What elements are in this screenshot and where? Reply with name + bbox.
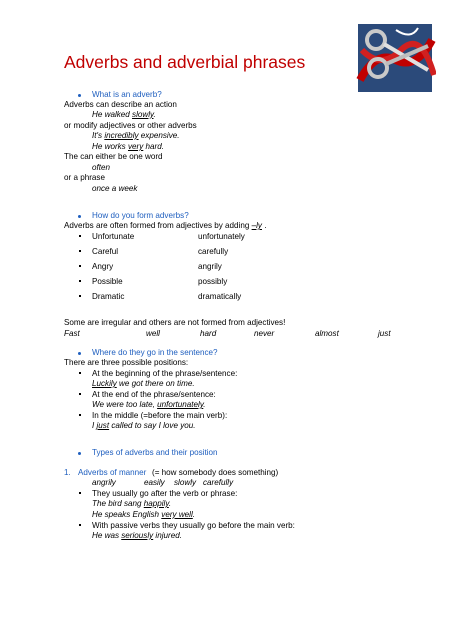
bullet-icon xyxy=(78,352,81,355)
word-almost: almost xyxy=(315,329,339,338)
example-word: easily xyxy=(144,478,165,487)
adjective: Angry xyxy=(92,262,114,271)
word-well: well xyxy=(146,329,160,338)
bullet-icon xyxy=(78,215,81,218)
word-just: just xyxy=(378,329,391,338)
numbered-item-title: Adverbs of manner xyxy=(78,468,147,477)
bullet-icon xyxy=(79,280,81,282)
text-line: Adverbs are often formed from adjectives by adding –ly . xyxy=(64,221,267,230)
numbered-item-number: 1. xyxy=(64,468,71,477)
word-fast: Fast xyxy=(64,329,80,338)
adjective: Possible xyxy=(92,277,123,286)
numbered-item-desc: (= how somebody does something) xyxy=(152,468,279,477)
bullet-icon xyxy=(79,524,81,526)
bullet-icon xyxy=(79,265,81,267)
adverb: carefully xyxy=(198,247,229,256)
example-word: slowly xyxy=(174,478,197,487)
adjective: Careful xyxy=(92,247,119,256)
text-line: They usually go after the verb or phrase: xyxy=(92,489,238,498)
bullet-icon xyxy=(79,414,81,416)
example-line: often xyxy=(92,163,111,172)
text-line: With passive verbs they usually go before the main verb: xyxy=(92,521,295,530)
text-line: Some are irregular and others are not formed from adjectives! xyxy=(64,318,286,327)
bullet-icon xyxy=(79,235,81,237)
adverb: dramatically xyxy=(198,292,242,301)
bullet-icon xyxy=(79,372,81,374)
example-line: I just called to say I love you. xyxy=(92,421,196,430)
bullet-icon xyxy=(78,94,81,97)
example-word: angrily xyxy=(92,478,116,487)
example-line: The bird sang happily. xyxy=(92,499,172,508)
text-line: At the beginning of the phrase/sentence: xyxy=(92,369,238,378)
text-line: In the middle (=before the main verb): xyxy=(92,411,228,420)
section-heading: How do you form adverbs? xyxy=(92,211,189,220)
section-heading: Types of adverbs and their position xyxy=(92,448,218,457)
bullet-icon xyxy=(79,250,81,252)
example-line: He speaks English very well. xyxy=(92,510,196,519)
bullet-icon xyxy=(79,393,81,395)
scissors-ribbon-logo xyxy=(356,20,436,96)
section-heading: Where do they go in the sentence? xyxy=(92,348,218,357)
text-line: There are three possible positions: xyxy=(64,358,189,367)
example-line: It's incredibly expensive. xyxy=(92,131,180,140)
adjective: Dramatic xyxy=(92,292,125,301)
adverb: angrily xyxy=(198,262,222,271)
text-line: Adverbs can describe an action xyxy=(64,100,177,109)
example-line: We were too late, unfortunately. xyxy=(92,400,206,409)
example-line: He was seriously injured. xyxy=(92,531,182,540)
example-line: once a week xyxy=(92,184,138,193)
example-line: He walked slowly. xyxy=(92,110,156,119)
section-heading: What is an adverb? xyxy=(92,90,162,99)
text-line: or a phrase xyxy=(64,173,105,182)
example-word: carefully xyxy=(203,478,234,487)
example-line: Luckily we got there on time. xyxy=(92,379,195,388)
text-line: or modify adjectives or other adverbs xyxy=(64,121,197,130)
text-line: The can either be one word xyxy=(64,152,163,161)
bullet-icon xyxy=(78,452,81,455)
text-line: At the end of the phrase/sentence: xyxy=(92,390,216,399)
word-never: never xyxy=(254,329,275,338)
bullet-icon xyxy=(79,492,81,494)
adjective: Unfortunate xyxy=(92,232,135,241)
adverb: possibly xyxy=(198,277,228,286)
word-hard: hard xyxy=(200,329,217,338)
page-title: Adverbs and adverbial phrases xyxy=(64,52,306,72)
adverb: unfortunately xyxy=(198,232,245,241)
bullet-icon xyxy=(79,295,81,297)
example-line: He works very hard. xyxy=(92,142,164,151)
